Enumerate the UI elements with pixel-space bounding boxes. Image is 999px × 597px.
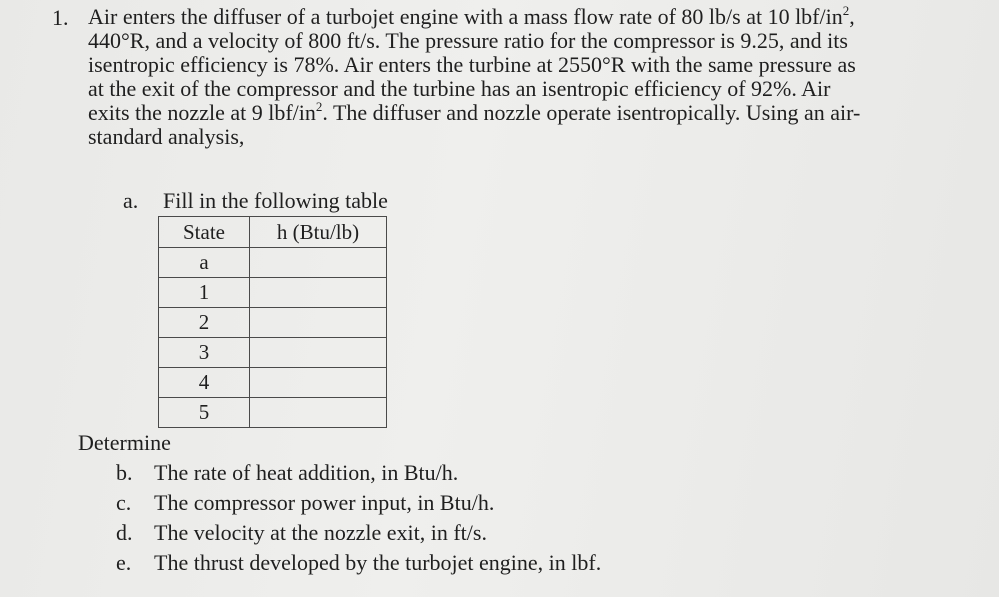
line-text: isentropic efficiency is 78%. Air enters the turbine at 2550°R with the same pressure as [88,52,856,77]
problem-line [88,29,983,53]
state-cell: 4 [159,368,250,398]
line-text: standard analysis, [88,124,245,149]
part-text: The rate of heat addition, in Btu/h. [154,460,459,485]
table-row [159,248,387,278]
column-header-enthalpy: h (Btu/lb) [250,217,387,248]
part-e [116,550,601,580]
part-text: The compressor power input, in Btu/h. [154,490,495,515]
problem-line [88,53,983,77]
problem-line [88,77,983,101]
state-cell: 5 [159,398,250,428]
superscript: 2 [842,3,850,18]
state-cell: a [159,248,250,278]
table-row [159,398,387,428]
state-cell: 3 [159,338,250,368]
line-text: at the exit of the compressor and the turbine has an isentropic efficiency of 92%. Air [88,76,831,101]
part-label: c. [116,490,132,515]
line-text: , [849,4,855,29]
part-text: The velocity at the nozzle exit, in ft/s. [154,520,487,545]
determine-heading: Determine [78,430,171,455]
table-row [159,308,387,338]
table-row [159,368,387,398]
enthalpy-cell[interactable] [250,398,387,428]
part-b [116,460,601,490]
problem-number: 1. [52,5,69,30]
problem-line [88,125,983,149]
part-label: b. [116,460,133,485]
part-c [116,490,601,520]
table-header-row [159,217,387,248]
part-text: Fill in the following table [163,188,388,213]
part-label: e. [116,550,132,575]
part-d [116,520,601,550]
line-text: 440°R, and a velocity of 800 ft/s. The pressure ratio for the compressor is 9.25, and its [88,28,848,53]
enthalpy-cell[interactable] [250,248,387,278]
line-text: exits the nozzle at 9 lbf/in [88,100,316,125]
part-text: The thrust developed by the turbojet engine, in lbf. [154,550,602,575]
table-row [159,338,387,368]
problem-line [88,5,983,29]
state-cell: 2 [159,308,250,338]
part-label: a. [123,188,139,213]
part-a [123,188,388,214]
enthalpy-table [158,216,387,428]
enthalpy-cell[interactable] [250,368,387,398]
enthalpy-cell[interactable] [250,338,387,368]
problem-line [88,101,983,125]
line-text: Air enters the diffuser of a turbojet engine with a mass flow rate of 80 lb/s at 10 lbf/in [88,4,843,29]
problem-paragraph [88,5,983,149]
column-header-state: State [159,217,250,248]
enthalpy-cell[interactable] [250,308,387,338]
superscript: 2 [315,99,323,114]
state-cell: 1 [159,278,250,308]
parts-list [116,460,601,580]
enthalpy-cell[interactable] [250,278,387,308]
table-row [159,278,387,308]
part-label: d. [116,520,133,545]
line-text: . The diffuser and nozzle operate isentropically. Using an air- [322,100,861,125]
